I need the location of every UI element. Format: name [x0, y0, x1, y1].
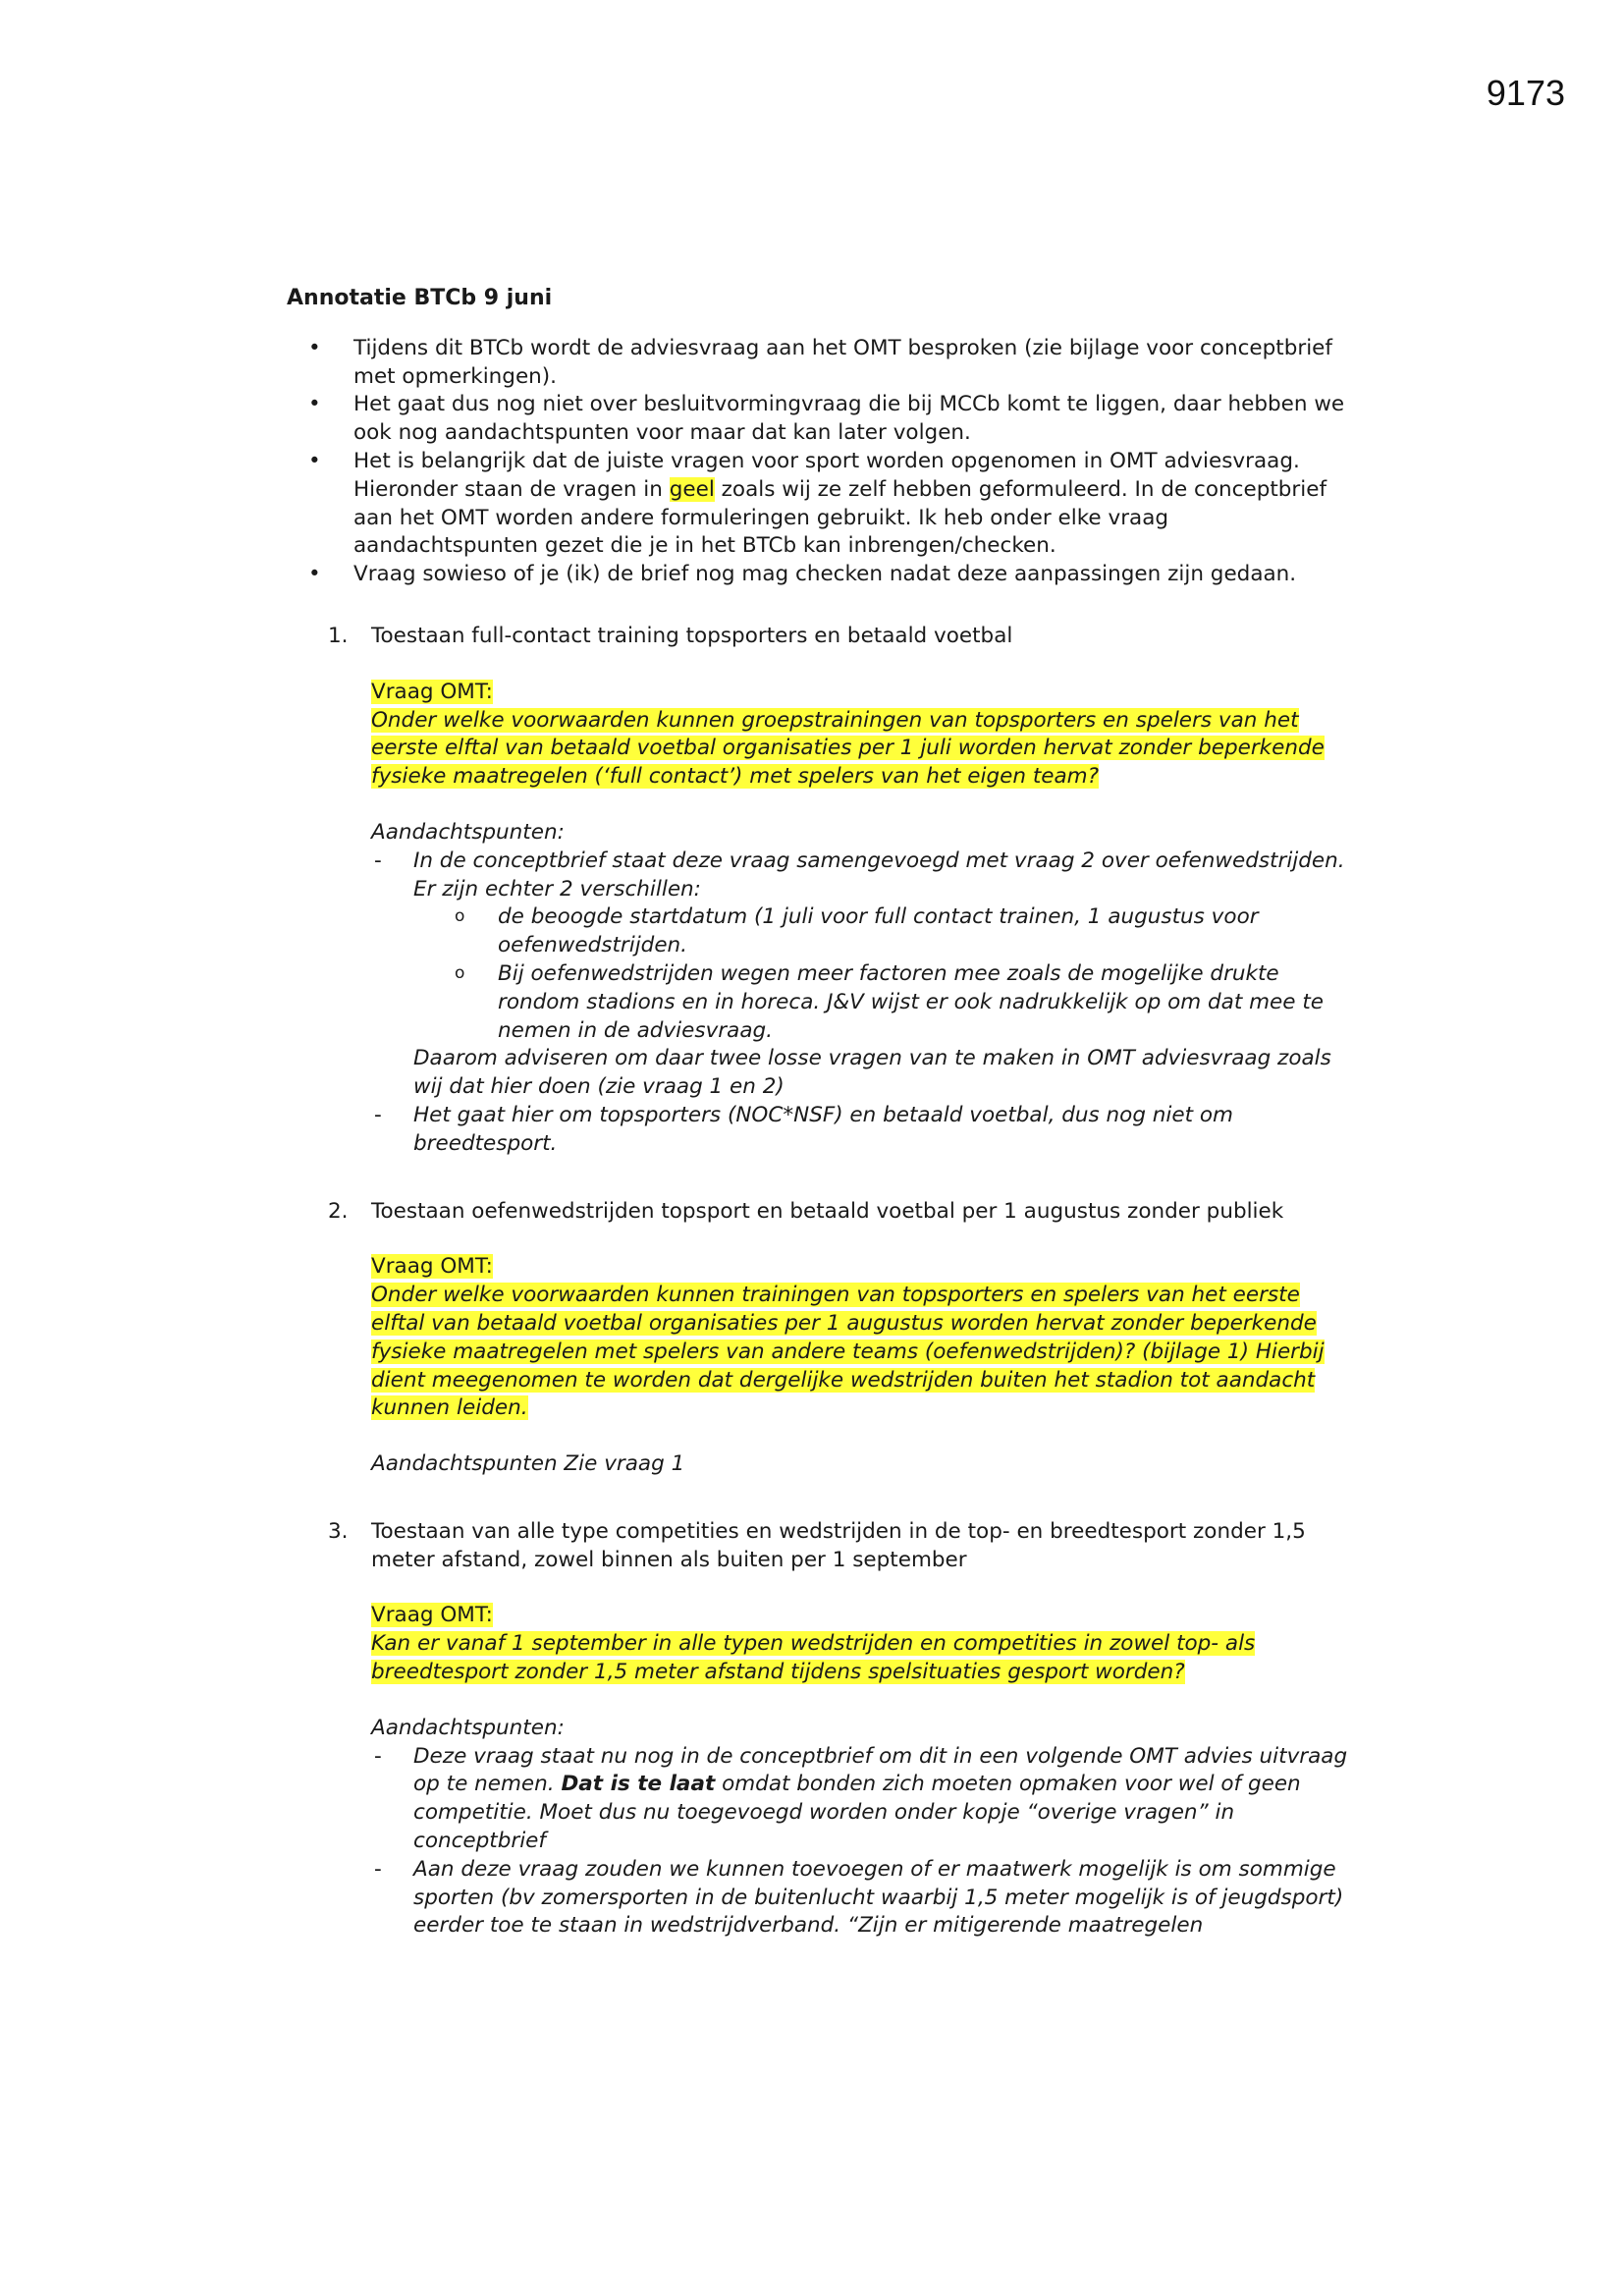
attention-label: Aandachtspunten: [371, 819, 565, 845]
attention-list [371, 1743, 1357, 1941]
attention-label: Aandachtspunten: [371, 1715, 565, 1740]
section-number: 3. [328, 1518, 349, 1544]
attention-list [371, 847, 1357, 1159]
question-block [371, 1602, 1357, 1686]
section-number: 1. [328, 623, 349, 648]
section-title: Toestaan van alle type competities en wedstrijden in de top- en breedtesport zonder 1,5 meter afstand, zowel binnen als buiten per 1 september [371, 1518, 1306, 1572]
intro-bullet [287, 335, 1357, 392]
question-label: Vraag OMT: [371, 1254, 493, 1280]
intro-bullet [287, 448, 1357, 561]
section-3 [287, 1518, 1357, 1941]
bullet-text: zoals wij ze zelf hebben geformuleerd. In de conceptbrief aan het OMT worden andere formuleringen gebruikt. Ik heb onder elke vraag aandachtspunten gezet die je in het BTCb kan inbrengen/checken. [353, 476, 1327, 559]
question-text: Kan er vanaf 1 september in alle typen wedstrijden en competities in zowel top- als breedtesport zonder 1,5 meter afstand tijdens spelsituaties gesport worden? [371, 1631, 1256, 1685]
attention-text: In de conceptbrief staat deze vraag samengevoegd met vraag 2 over oefenwedstrijden. Er zijn echter 2 verschillen: [413, 847, 1345, 902]
document-body [287, 285, 1357, 1980]
list-item: - Het gaat hier om topsporters (NOC*NSF) en betaald voetbal, dus nog niet om breedtesport. [371, 1102, 1357, 1159]
attention-text: omdat bonden zich moeten opmaken voor wel of geen competitie. Moet dus nu toegevoegd worden onder kopje “overige vragen” in conceptbrief [413, 1772, 1301, 1854]
intro-bullet [287, 561, 1357, 589]
sub-list-item: o Bij oefenwedstrijden wegen meer factoren mee zoals de mogelijke drukte rondom stadions en in horeca. J&V wijst er ook nadrukkelijk op om dat mee te nemen in de adviesvraag. [413, 960, 1357, 1045]
list-item [371, 847, 1357, 1102]
emphasis-text: Dat is te laat [561, 1772, 716, 1797]
section-title: Toestaan oefenwedstrijden topsport en betaald voetbal per 1 augustus zonder publiek [371, 1198, 1284, 1224]
question-label: Vraag OMT: [371, 679, 493, 704]
sub-list [413, 903, 1357, 1045]
bullet-text: Het gaat dus nog niet over besluitvormingvraag die bij MCCb komt te liggen, daar hebben we ook nog aandachtspunten voor maar dat kan later volgen. [353, 392, 1345, 446]
attention-text: Aan deze vraag zouden we kunnen toevoegen of er maatwerk mogelijk is om sommige sporten (bv zomersporten in de buitenlucht waarbij 1,5 meter mogelijk is of jeugdsport) eerder toe te staan in wedstrijdverband. “Zijn er mitigerende maatregelen [413, 1856, 1344, 1939]
page-number: 9173 [1486, 73, 1565, 113]
attention-conclusion: Daarom adviseren om daar twee losse vragen van te maken in OMT adviesvraag zoals wij dat hier doen (zie vraag 1 en 2) [413, 1046, 1331, 1100]
sub-list-item: o de beoogde startdatum (1 juli voor full contact trainen, 1 augustus voor oefenwedstrijden. [413, 903, 1357, 960]
section-1 [287, 623, 1357, 1159]
intro-bullet [287, 391, 1357, 448]
question-block [371, 679, 1357, 792]
list-item [371, 1856, 1357, 1941]
document-title: Annotatie BTCb 9 juni [287, 286, 553, 310]
question-text: Onder welke voorwaarden kunnen trainingen van topsporters en spelers van het eerste elftal van betaald voetbal organisaties per 1 augustus worden hervat zonder beperkende fysieke maatregelen met spelers van andere teams (oefenwedstrijden)? (bijlage 1) Hierbij dient meegenomen te worden dat dergelijke wedstrijden buiten het stadion tot aandacht kunnen leiden. [371, 1283, 1325, 1421]
list-item [371, 1743, 1357, 1856]
bullet-text: Het is belangrijk dat de juiste vragen voor sport worden opgenomen in OMT adviesvraag. Hieronder staan de vragen in [353, 448, 1300, 502]
intro-bullet-list [287, 335, 1357, 589]
question-text: Onder welke voorwaarden kunnen groepstrainingen van topsporters en spelers van het eerste elftal van betaald voetbal organisaties per 1 juli worden hervat zonder beperkende fysieke maatregelen (‘full contact’) met spelers van het eigen team? [371, 707, 1325, 790]
question-label: Vraag OMT: [371, 1603, 493, 1628]
attention-reference: Aandachtspunten Zie vraag 1 [371, 1451, 685, 1477]
section-2 [287, 1198, 1357, 1479]
highlighted-text: geel [669, 476, 715, 502]
attention-text: Deze vraag staat nu nog in de conceptbrief om dit in een volgende OMT advies uitvraag op te nemen. [413, 1743, 1348, 1797]
question-block [371, 1253, 1357, 1423]
section-title: Toestaan full-contact training topsporters en betaald voetbal [371, 623, 1013, 648]
section-number: 2. [328, 1198, 349, 1224]
bullet-text: Tijdens dit BTCb wordt de adviesvraag aan het OMT besproken (zie bijlage voor conceptbrief met opmerkingen). [353, 335, 1332, 389]
bullet-text: Vraag sowieso of je (ik) de brief nog mag checken nadat deze aanpassingen zijn gedaan. [353, 562, 1297, 587]
